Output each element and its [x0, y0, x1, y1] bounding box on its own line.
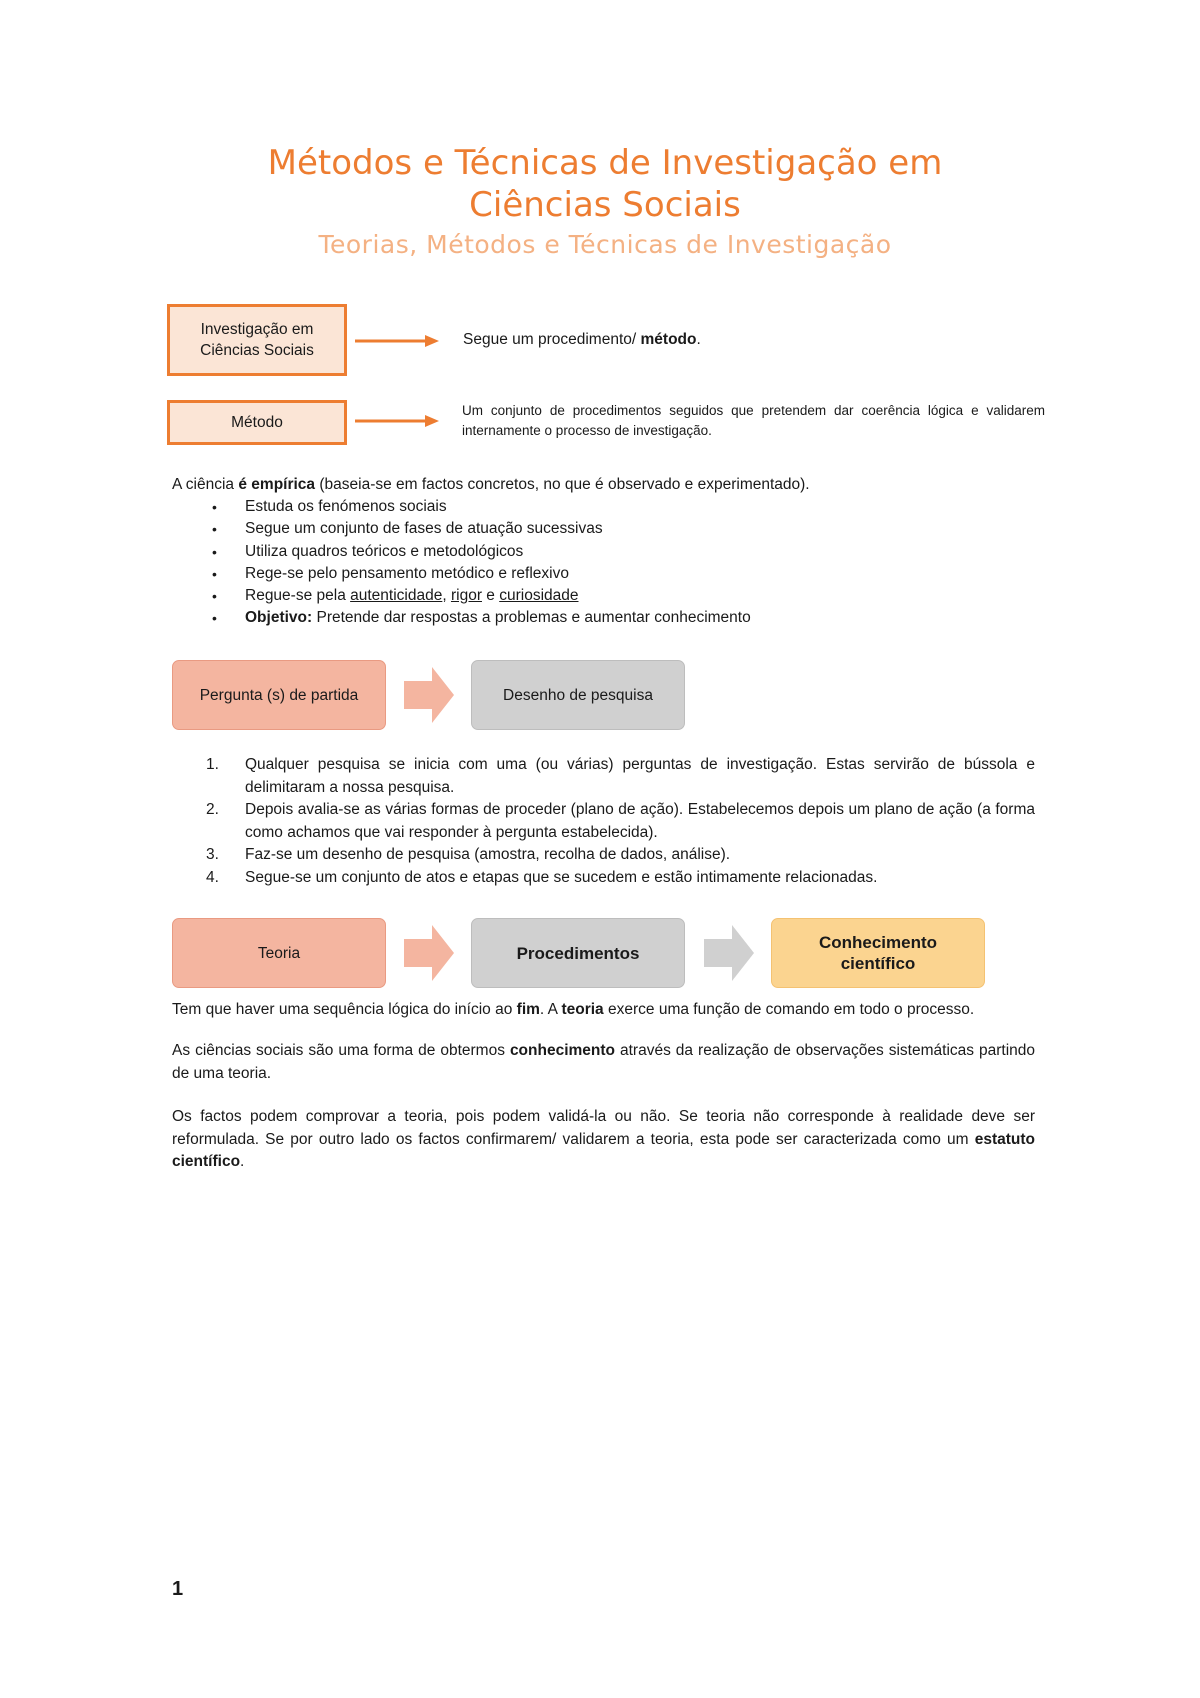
list-item	[172, 496, 1072, 518]
separator: e	[481, 587, 500, 605]
list-item	[172, 518, 1072, 540]
list-item	[172, 867, 1035, 890]
list-item	[172, 563, 1072, 585]
bullet-text: Regue-se pela	[245, 587, 351, 605]
flow1-step-pergunta: Pergunta (s) de partida	[172, 660, 386, 730]
def1-end: .	[696, 331, 701, 348]
flow1-step-desenho: Desenho de pesquisa	[471, 660, 685, 730]
bullet-icon: •	[212, 565, 217, 582]
title-line-2: Ciências Sociais	[469, 185, 741, 225]
bullet-text: Segue um conjunto de fases de atuação sucessivas	[245, 520, 603, 538]
intro-a: A ciência	[172, 476, 239, 493]
bullet-icon: •	[212, 610, 217, 627]
flow2-step-conhecimento	[771, 918, 985, 988]
step-number: 3.	[206, 846, 219, 863]
bullet-text: Utiliza quadros teóricos e metodológicos	[245, 542, 524, 560]
p3-b: estatuto científico	[172, 1130, 1035, 1170]
arrow-right-icon	[355, 333, 440, 349]
p1-d: teoria	[561, 1001, 604, 1018]
underlined-term: autenticidade	[350, 587, 443, 605]
underlined-term: curiosidade	[499, 587, 579, 605]
list-item	[172, 844, 1035, 867]
science-bullet-list	[172, 496, 1072, 630]
definition-text-investigacao	[463, 329, 701, 351]
page-number: 1	[172, 1578, 184, 1600]
flow2-step-procedimentos: Procedimentos	[471, 918, 685, 988]
chevron-right-icon	[404, 667, 456, 723]
def1-text: Segue um procedimento/	[463, 331, 641, 348]
arrow-right-icon	[355, 413, 440, 429]
p2-a: As ciências sociais são uma forma de obtermos	[172, 1042, 510, 1059]
p1-b: fim	[516, 1001, 540, 1018]
p3-a: Os factos podem comprovar a teoria, pois podem validá-la ou não. Se teoria não corresponde à realidade deve ser reformulada. Se por outro lado os factos confirmarem/ validarem a teoria, esta pode ser caracterizada como um	[172, 1108, 1035, 1148]
bullet-icon: •	[212, 588, 217, 605]
bullet-text: Rege-se pelo pensamento metódico e reflexivo	[245, 564, 569, 582]
p1-a: Tem que haver uma sequência lógica do início ao	[172, 1001, 517, 1018]
p2-c: através da realização de observações sistemáticas partindo de uma teoria.	[172, 1042, 1036, 1082]
steps-list	[172, 754, 1035, 889]
intro-c: (baseia-se em factos concretos, no que é observado e experimentado).	[315, 476, 810, 493]
step-text: Depois avalia-se as várias formas de proceder (plano de ação). Estabelecemos depois um plano de ação (a forma como achamos que vai responder à pergunta estabelecida).	[245, 801, 1035, 841]
science-intro	[172, 474, 810, 496]
p3-c: .	[240, 1153, 245, 1170]
bullet-icon: •	[212, 543, 217, 560]
def1-bold: método	[640, 331, 697, 348]
definition-text-metodo: Um conjunto de procedimentos seguidos que pretendem dar coerência lógica e validarem internamente o processo de investigação.	[462, 403, 1045, 438]
conhecimento-line1: Conhecimento	[818, 933, 938, 952]
step-text: Qualquer pesquisa se inicia com uma (ou várias) perguntas de investigação. Estas servirão de bússola e delimitaram a nossa pesquisa.	[245, 756, 1035, 796]
bullet-bold: Objetivo:	[245, 609, 313, 627]
intro-bold: é empírica	[238, 476, 316, 493]
conhecimento-line2: científico	[840, 954, 916, 973]
chevron-right-icon	[404, 925, 456, 981]
separator: ,	[442, 587, 451, 605]
list-item	[172, 541, 1072, 563]
paragraph-sequencia	[172, 999, 1035, 1022]
bullet-text: Pretende dar respostas a problemas e aumentar conhecimento	[312, 609, 751, 627]
p2-b: conhecimento	[509, 1042, 616, 1059]
p1-c: . A	[539, 1001, 562, 1018]
chevron-right-icon	[704, 925, 756, 981]
step-text: Segue-se um conjunto de atos e etapas que se sucedem e estão intimamente relacionadas.	[245, 868, 878, 886]
step-number: 2.	[206, 801, 219, 818]
step-number: 4.	[206, 868, 219, 886]
definition-box-metodo: Método	[167, 400, 347, 445]
list-item	[172, 607, 1072, 629]
paragraph-ciencias-sociais	[172, 1040, 1035, 1085]
page-subtitle: Teorias, Métodos e Técnicas de Investigação	[318, 230, 892, 259]
list-item	[172, 754, 1035, 799]
p1-e: exerce uma função de comando em todo o processo.	[603, 1001, 975, 1018]
list-item	[172, 585, 1072, 607]
bullet-icon: •	[212, 521, 217, 538]
page-title	[0, 142, 1200, 226]
bullet-text: Estuda os fenómenos sociais	[245, 498, 447, 515]
definition-box-investigacao: Investigação em Ciências Sociais	[167, 304, 347, 376]
underlined-term: rigor	[450, 587, 482, 605]
flow2-step-teoria: Teoria	[172, 918, 386, 988]
list-item	[172, 799, 1035, 844]
bullet-icon: •	[212, 499, 217, 515]
title-line-1: Métodos e Técnicas de Investigação em	[267, 143, 943, 183]
step-text: Faz-se um desenho de pesquisa (amostra, recolha de dados, análise).	[245, 846, 731, 863]
paragraph-factos	[172, 1106, 1035, 1174]
step-number: 1.	[206, 756, 219, 773]
